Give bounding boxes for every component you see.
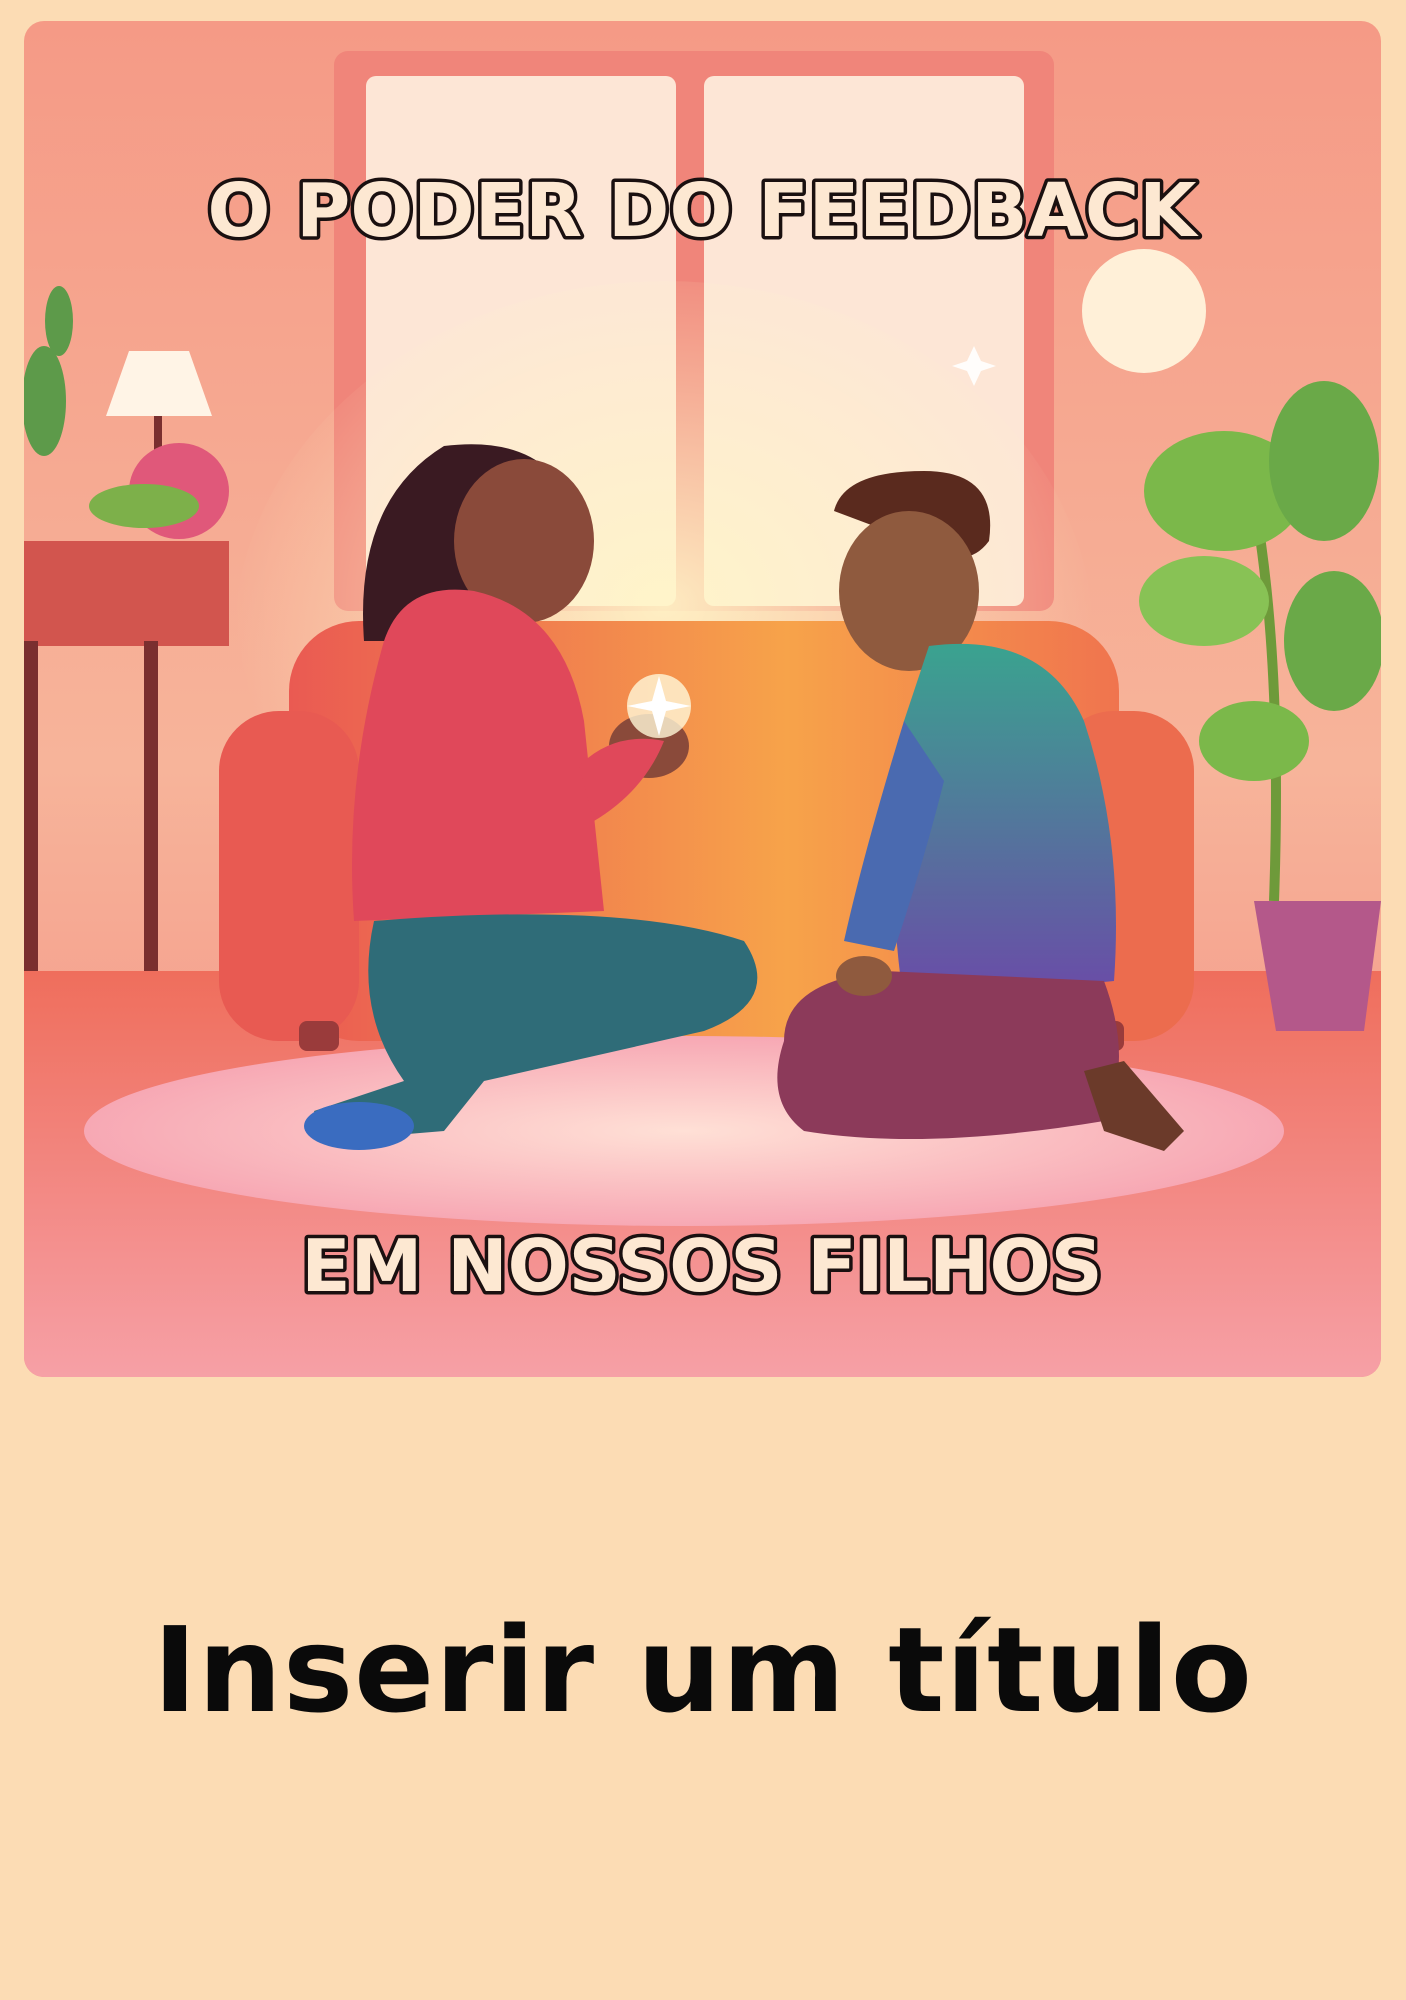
wall-lamp	[1082, 249, 1206, 373]
cover-title-top: O PODER DO FEEDBACK	[207, 168, 1197, 254]
sparkle-icon	[627, 674, 691, 738]
cover-title-bottom: EM NOSSOS FILHOS	[301, 1224, 1103, 1308]
cover-illustration	[24, 21, 1381, 1377]
document-title[interactable]: Inserir um título	[153, 1601, 1253, 1739]
cover-illustration-svg	[24, 21, 1381, 1377]
